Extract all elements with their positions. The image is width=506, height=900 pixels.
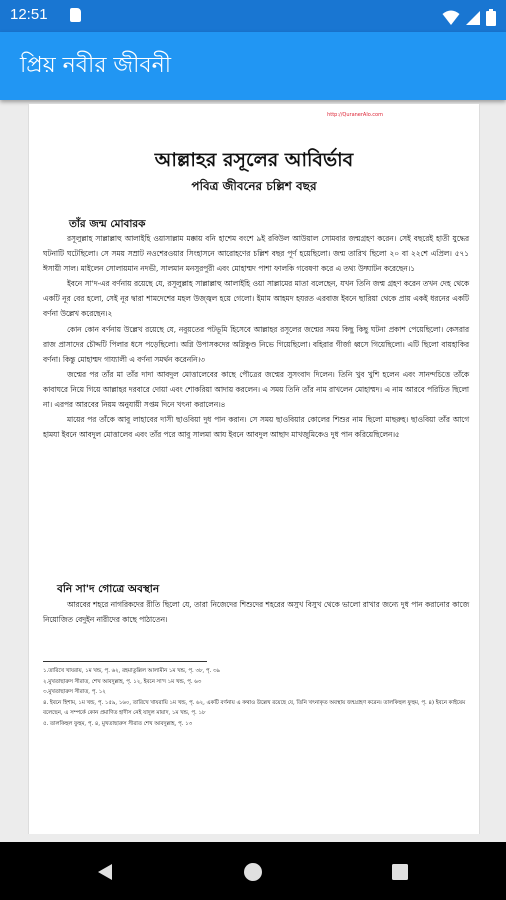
book-page[interactable] bbox=[28, 104, 480, 834]
footnotes bbox=[43, 666, 469, 729]
footnote: ৩.মুখতাছারুস সীরাত, পৃ. ১২ bbox=[43, 689, 106, 695]
footnote: ১.তারিখে খাযরায়, ১ম খন্ড, পৃ. ৬২, রহমাতুল্লিল আলামীন ১ম খন্ড, পৃ. ৩৮, পৃ. ৩৯ bbox=[43, 668, 221, 674]
section-body-birth bbox=[43, 231, 469, 442]
navigation-bar bbox=[0, 842, 506, 900]
signal-icon bbox=[465, 10, 481, 26]
paragraph: জন্মের পর তাঁর মা তাঁর দাদা আবদুল মোত্তালেবের কাছে পৌত্রের জন্মের সুসংবাদ দিলেন। তিনি খুব খুশি হলেন এবং সানন্দচিত্তে তাঁকে কাবাঘরে নিয়ে গিয়ে আল্লাহর দরবারে দোয়া এবং শোকরিয়া আদায় করলেন। এ সময় তিনি তাঁর নাম রাখলেন মোহাম্মদ। এ নাম আরবে পরিচিত ছিলো না। এরপর আরবের নিয়ম অনুযায়ী সপ্তম দিনে খৎনা করালেন।৪ bbox=[43, 369, 469, 410]
chapter-title: আল্লাহর রসূলের আবির্ভাব bbox=[154, 149, 354, 171]
status-time: 12:51 bbox=[10, 6, 48, 23]
footnote-divider bbox=[43, 661, 207, 662]
footnote: ৫. তালকিহুল ফুহুম, পৃ. ৪, মুখতাছারুস সীরাত শেখ আবদুল্লাহ, পৃ. ১৩ bbox=[43, 720, 193, 727]
section-heading-birth: তাঁর জন্ম মোবারক bbox=[69, 218, 146, 230]
battery-icon bbox=[486, 9, 496, 26]
status-bar bbox=[0, 0, 506, 32]
wifi-icon bbox=[442, 10, 460, 26]
back-icon[interactable] bbox=[95, 862, 115, 886]
status-icons bbox=[442, 7, 496, 25]
recent-apps-icon[interactable] bbox=[390, 862, 410, 886]
paragraph: মায়ের পর তাঁকে আবু লাহাবের দাসী ছাওবিয়া দুধ পান করান। সে সময় ছাওবিয়ার কোলের শিশুর নাম ছিলো মাছরুহ। ছাওবিয়া তাঁর আগে হামযা ইবনে আবদুল মোত্তালেব এবং তাঁর পরে আবু সালমা আয ইবনে আবদুল আছাদ মাখজুমিকেও দুধ পান করিয়েছিলেন।৫ bbox=[43, 415, 469, 440]
sd-card-icon bbox=[70, 8, 81, 22]
watermark-url: http://QuranerAlo.com bbox=[327, 112, 383, 118]
app-bar bbox=[0, 32, 506, 100]
section-heading-bani-saad: বনি সা'দ গোত্রে অবস্থান bbox=[57, 583, 160, 595]
home-icon[interactable] bbox=[243, 862, 263, 886]
chapter-subtitle: পবিত্র জীবনের চল্লিশ বছর bbox=[191, 179, 317, 193]
paragraph: ইবনে সা'দ-এর বর্ণনায় রয়েছে যে, রসূলুল্লাহ সাল্লাল্লাহু আলাইহি ওয়া সাল্লামের মাতা বলেছেন, যখন তিনি জন্ম গ্রহণ করেন তখন দেহ থেকে একটি নূর বের হলো, সেই নূর দ্বারা শামদেশের মহল উজ্জ্বল হয়ে গেলো। ইমাম আহমদ হযরত এরবাজ ইবনে ছারিয়া থেকে প্রায় একই ধরনের একটি বর্ণনা উল্লেখ করেছেন।২ bbox=[43, 279, 469, 319]
paragraph: রসূলুল্লাহ সাল্লাল্লাহু আলাইহি ওয়াসাল্লাম মক্কায় বনি হাশেম বংশে ৯ই রবিউল আউয়াল সোমবার জন্মগ্রহণ করেন। সেই বছরেই হাতী যুদ্ধের ঘটনাটি ঘটেছিলো। সে সময় সম্রাট নওশেরওয়ার সিংহাসনে আরোহণের চল্লিশ বছর পূর্ণ হয়েছিলো। জন্ম তারিখ ছিলো ২০ বা ২২শে এপ্রিল। ৫৭১ ঈসায়ী সাল। মাইলেন সোলায়মান নদভী, সালমান মনসুরপুরী এবং মোহাম্মদ পাশা ফালকি গবেষণা করে এ তথ্য উদ্ঘাটন করেছেন।১ bbox=[43, 234, 469, 274]
app-title: প্রিয় নবীর জীবনী bbox=[20, 53, 172, 78]
section-body-bani-saad bbox=[43, 597, 469, 627]
paragraph: আরবের শহরে নাগরিকদের রীতি ছিলো যে, তারা নিজেদের শিশুদের শহরের অসুখ বিসুখ থেকে ভালো রাখার জন্যে দুধ পান করানোর কাজে নিয়োজিত বেদুইন নারীদের কাছে পাঠাতেন। bbox=[43, 600, 469, 625]
paragraph: কোন কোন বর্ণনায় উল্লেখ রয়েছে যে, নবুয়তের পটভূমি হিসেবে আল্লাহর রসূলের জন্মের সময় কিছু কিছু ঘটনা প্রকাশ পেয়েছিলো। কেসরার রাজ প্রাসাদের চৌদ্দটি পিলার ধসে পড়েছিলো। অগ্নি উপাসকদের অগ্নিকুণ্ড নিভে গিয়েছিলো। বহিরার গীর্জা ধ্বসে গিয়েছিলো। এটি ছিলো বায়হাকির বর্ণনা। কিন্তু মোহাম্মদ গায্যালী এ বর্ণনা সমর্থন করেননি।৩ bbox=[43, 324, 469, 364]
footnote: ৪. ইবনে হিশাম, ১ম খন্ড, পৃ. ১৫৯, ১৬০, তারিখে খাযরায়ি ১ম খন্ড, পৃ. ৬২, একটি বর্ণনায় এ কথাও উল্লেখ রয়েছে যে, তিনি খৎনাকৃত অবস্থায় জন্মগ্রহণ করেন। তালকিহুল ফুহুম, পৃ. ৪) ইবনে কাইয়েম বলেছেন, এ সম্পর্কে কোন প্রমাণিত হাদীস নেই যাদুল মায়াদ, ১ম খন্ড, পৃ. ১৮ bbox=[43, 699, 466, 716]
footnote: ২.মুখতাছারুস সীরাত, শেখ আবদুল্লাহ, পৃ. ১২, ইবনে সা'দ ১ম খন্ড, পৃ. ৬৩ bbox=[43, 678, 202, 685]
